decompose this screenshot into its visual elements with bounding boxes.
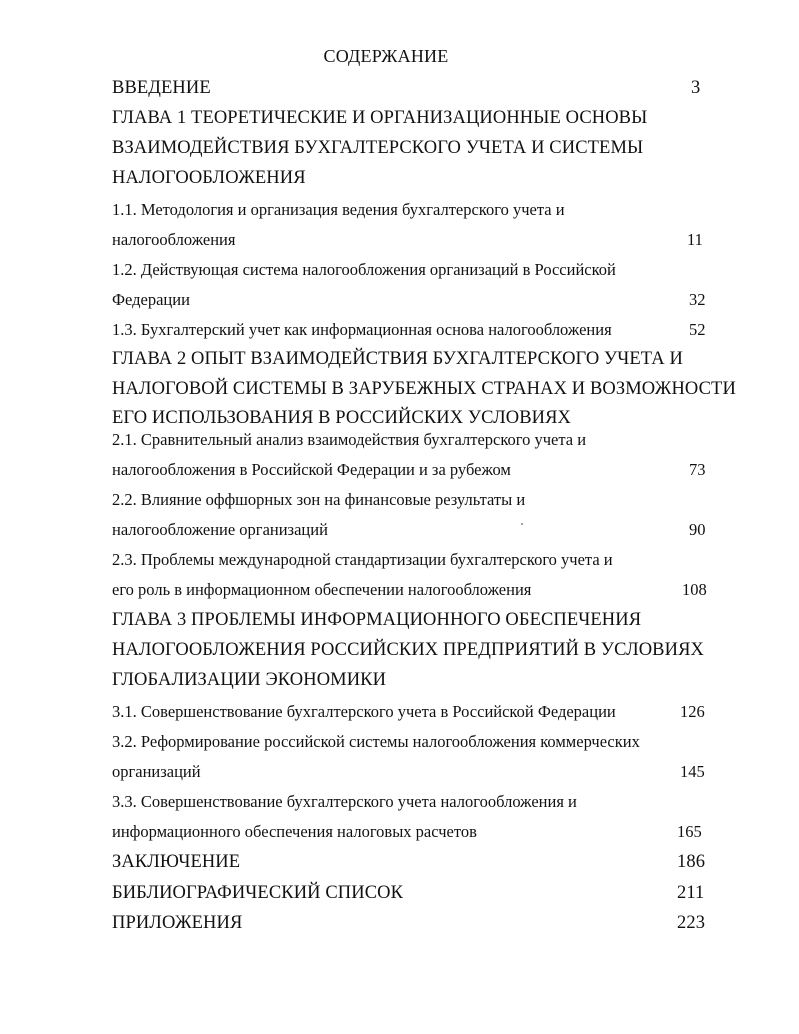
section-3-3-line-1: 3.3. Совершенствование бухгалтерского учета налогообложения и bbox=[112, 792, 577, 811]
section-1-1-line-1: 1.1. Методология и организация ведения бухгалтерского учета и bbox=[112, 200, 565, 219]
toc-page-appendices: 223 bbox=[677, 913, 706, 933]
chapter-2-heading-line-2: НАЛОГОВОЙ СИСТЕМЫ В ЗАРУБЕЖНЫХ СТРАНАХ И ВОЗМОЖНОСТИ bbox=[112, 379, 736, 399]
chapter-3-heading-line-1: ГЛАВА 3 ПРОБЛЕМЫ ИНФОРМАЦИОННОГО ОБЕСПЕЧЕНИЯ bbox=[112, 610, 642, 630]
chapter-1-heading-line-1: ГЛАВА 1 ТЕОРЕТИЧЕСКИЕ И ОРГАНИЗАЦИОННЫЕ ОСНОВЫ bbox=[112, 108, 648, 128]
toc-page-1-3: 52 bbox=[689, 320, 706, 339]
toc-page-3-1: 126 bbox=[680, 702, 705, 721]
section-1-1-line-2: налогообложения bbox=[112, 230, 236, 249]
section-2-3-line-1: 2.3. Проблемы международной стандартизации бухгалтерского учета и bbox=[112, 550, 613, 569]
toc-page-2-2: 90 bbox=[689, 520, 706, 539]
toc-page-3-3: 165 bbox=[677, 822, 702, 841]
chapter-3-heading-line-2: НАЛОГООБЛОЖЕНИЯ РОССИЙСКИХ ПРЕДПРИЯТИЙ В УСЛОВИЯХ bbox=[112, 640, 704, 660]
toc-entry-intro: ВВЕДЕНИЕ bbox=[112, 78, 211, 98]
toc-title: СОДЕРЖАНИЕ bbox=[323, 46, 449, 66]
toc-page-conclusion: 186 bbox=[677, 852, 706, 872]
toc-page-2-1: 73 bbox=[689, 460, 706, 479]
chapter-2-heading-line-3: ЕГО ИСПОЛЬЗОВАНИЯ В РОССИЙСКИХ УСЛОВИЯХ bbox=[112, 408, 572, 428]
section-2-2-line-1: 2.2. Влияние оффшорных зон на финансовые результаты и bbox=[112, 490, 526, 509]
section-2-1-line-2: налогообложения в Российской Федерации и за рубежом bbox=[112, 460, 511, 479]
toc-page-bibliography: 211 bbox=[677, 883, 705, 903]
section-2-2-line-2: налогообложение организаций bbox=[112, 520, 328, 539]
section-2-3-line-2: его роль в информационном обеспечении налогообложения bbox=[112, 580, 532, 599]
section-3-2-line-1: 3.2. Реформирование российской системы налогообложения коммерческих bbox=[112, 732, 640, 751]
chapter-1-heading-line-2: ВЗАИМОДЕЙСТВИЯ БУХГАЛТЕРСКОГО УЧЕТА И СИСТЕМЫ bbox=[112, 138, 644, 158]
scan-speck bbox=[521, 523, 523, 525]
toc-entry-bibliography: БИБЛИОГРАФИЧЕСКИЙ СПИСОК bbox=[112, 883, 404, 903]
section-3-2-line-2: организаций bbox=[112, 762, 201, 781]
section-1-2-line-1: 1.2. Действующая система налогообложения организаций в Российской bbox=[112, 260, 616, 279]
section-3-3-line-2: информационного обеспечения налоговых расчетов bbox=[112, 822, 477, 841]
toc-entry-appendices: ПРИЛОЖЕНИЯ bbox=[112, 913, 243, 933]
section-2-1-line-1: 2.1. Сравнительный анализ взаимодействия бухгалтерского учета и bbox=[112, 430, 587, 449]
section-1-3-line-1: 1.3. Бухгалтерский учет как информационная основа налогообложения bbox=[112, 320, 612, 339]
chapter-3-heading-line-3: ГЛОБАЛИЗАЦИИ ЭКОНОМИКИ bbox=[112, 670, 387, 690]
chapter-1-heading-line-3: НАЛОГООБЛОЖЕНИЯ bbox=[112, 168, 306, 188]
toc-entry-conclusion: ЗАКЛЮЧЕНИЕ bbox=[112, 852, 241, 872]
section-1-2-line-2: Федерации bbox=[112, 290, 190, 309]
toc-page-intro: 3 bbox=[691, 78, 701, 98]
section-3-1-line-1: 3.1. Совершенствование бухгалтерского учета в Российской Федерации bbox=[112, 702, 616, 721]
toc-page-1-1: 11 bbox=[687, 230, 703, 249]
toc-page-3-2: 145 bbox=[680, 762, 705, 781]
toc-page-1-2: 32 bbox=[689, 290, 706, 309]
chapter-2-heading-line-1: ГЛАВА 2 ОПЫТ ВЗАИМОДЕЙСТВИЯ БУХГАЛТЕРСКОГО УЧЕТА И bbox=[112, 349, 683, 369]
toc-page-2-3: 108 bbox=[682, 580, 707, 599]
